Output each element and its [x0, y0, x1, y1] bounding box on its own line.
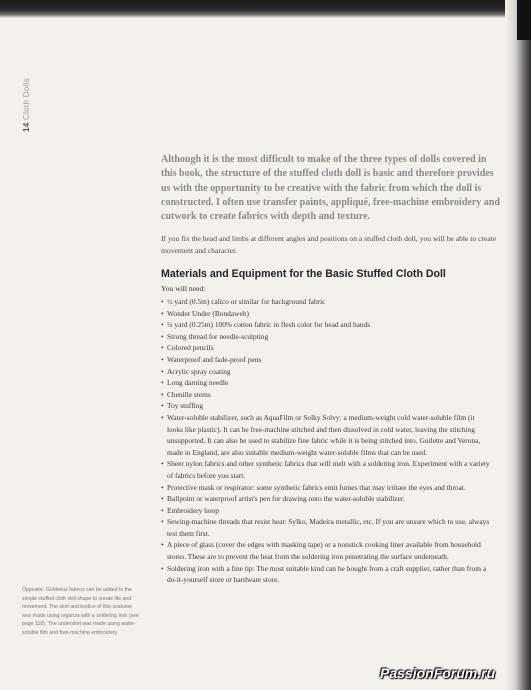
list-item: • Sheer nylon fabrics and other synthetic fabrics that will melt with a soldering iron. Experiment with a variety of fabrics before you start. [161, 458, 491, 481]
list-item: • Sewing-machine threads that resist heat: Sylko, Madeira metallic, etc. If you are unsure which to use, always test them first. [161, 516, 491, 539]
list-intro: You will need: [161, 284, 206, 293]
photo-caption: Opposite: Gobbelus fabrics can be added to the simple stuffed cloth doll shape to create life and movement. The skirt and bodice of this costume was made using organza with a soldering iron (see page 118). The underskirt was made using water-soluble film and free-machine embroidery. [22, 587, 139, 636]
list-item: • Water-soluble stabilizer, such as AquaFilm or Solky Solvy: a medium-weight cold water-soluble film (it looks like plastic). It can be free-machine stitched and then dissolved in cold water, leaving the stitching unsupported. It can also be used to stabilize fine fabric while it is being stitched into. Guilette and Verona, made in England, are also suitable medium-weight water-soluble films that can be used. [161, 412, 491, 458]
materials-list [161, 296, 491, 586]
list-item: • Embroidery hoop [161, 505, 491, 517]
section-heading: Materials and Equipment for the Basic Stuffed Cloth Doll [161, 268, 446, 280]
running-title: Cloth Dolls [22, 78, 31, 120]
list-item: • Waterproof and fade-proof pens [161, 354, 491, 366]
intro-paragraph: If you fix the head and limbs at different angles and positions on a stuffed cloth doll, you will be able to create movement and character. [161, 234, 497, 255]
list-item: • Toy stuffing [161, 400, 491, 412]
list-item: • ¼ yard (0.25m) 100% cotton fabric in flesh color for head and hands [161, 319, 491, 331]
top-binding-shadow [0, 0, 531, 18]
list-item: • Wonder Under (Bondaweb) [161, 308, 491, 320]
list-item: • ½ yard (0.5m) calico or similar for background fabric [161, 296, 491, 308]
list-item: • Colored pencils [161, 342, 491, 354]
list-item: • Soldering iron with a fine tip: The most suitable kind can be bought from a craft supplier, rather than from a do-it-yourself store or hardware store. [161, 563, 491, 586]
list-item: • Acrylic spray coating [161, 366, 491, 378]
list-item: • Ballpoint or waterproof artist's pen for drawing onto the water-soluble stabilizer. [161, 493, 491, 505]
right-binding-shadow [505, 0, 531, 690]
site-watermark: PassionForum.ru [380, 665, 496, 681]
page-folio [22, 78, 31, 132]
list-item: • Strong thread for needle-sculpting [161, 331, 491, 343]
list-item: • A piece of glass (cover the edges with masking tape) or a nonstick cooking liner available from household stores. These are to prevent the heat from the soldering iron penetrating the surface underneath. [161, 539, 491, 562]
page-number: 14 [22, 122, 31, 133]
list-item: • Protective mask or respirator: some synthetic fabrics emit fumes that may irritate the eyes and throat. [161, 482, 491, 494]
list-item: • Long darning needle [161, 377, 491, 389]
list-item: • Chenille stems [161, 389, 491, 401]
intro-bold-paragraph: Although it is the most difficult to make of the three types of dolls covered in this book, the structure of the stuffed cloth doll is basic and therefore provides us with the opportunity to be creative with the fabric from which the doll is constructed. I often use transfer paints, appliqué, free-machine embroidery and cutwork to create fabrics with depth and texture. [161, 154, 500, 223]
corner-shadow [517, 0, 531, 40]
